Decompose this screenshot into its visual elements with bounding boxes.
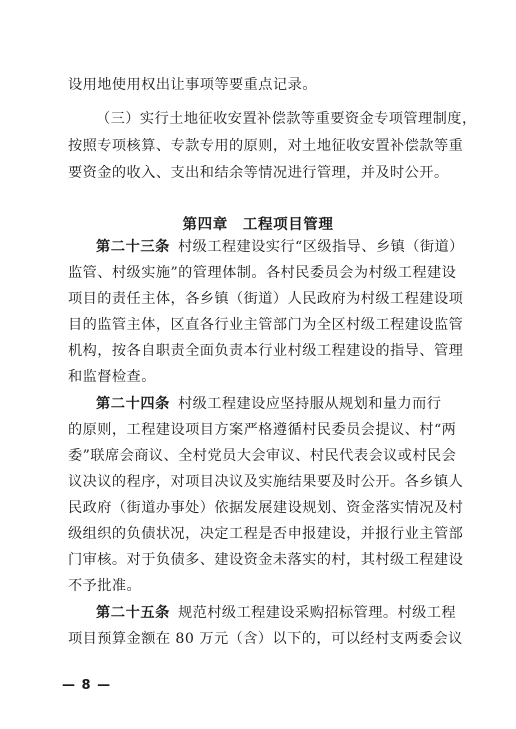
text-line: 设用地使用权出让事项等要重点记录。: [68, 77, 317, 93]
text-line: 要资金的收入、支出和结余等情况进行管理，并及时公开。: [68, 165, 449, 181]
article-25-first-line: [96, 604, 457, 622]
text-line: 委”联席会商议、全村党员大会审议、村民代表会议或村民会: [68, 448, 457, 464]
article-25-label: 第二十五条: [96, 605, 170, 621]
article-24-first-line: [96, 395, 448, 413]
text-line: 级组织的负债状况，决定工程是否申报建设，并报行业主管部: [68, 526, 464, 542]
article-23-label: 第二十三条: [96, 239, 170, 255]
text-line: 项目的责任主体，各乡镇（街道）人民政府为村级工程建设项: [68, 291, 464, 307]
text-line: 和监督检查。: [68, 369, 156, 385]
text-line: 议决议的程序，对项目决议及实施结果要及时公开。各乡镇人: [68, 474, 464, 490]
article-24-text: 村级工程建设应坚持服从规划和量力而行: [177, 396, 442, 412]
article-23-first-line: [96, 238, 464, 256]
text-line: 项目预算金额在 80 万元（含）以下的，可以经村支两委会议: [68, 631, 463, 647]
text-line: 门审核。对于负债多、建设资金未落实的村，其村级工程建设: [68, 552, 464, 568]
page-number: — 8 —: [62, 678, 112, 693]
text-line: 不予批准。: [68, 578, 142, 594]
text-line: 民政府（街道办事处）依据发展建设规划、资金落实情况及村: [68, 500, 464, 516]
article-24-label: 第二十四条: [96, 396, 170, 412]
article-23-text: 村级工程建设实行“区级指导、乡镇（街道）: [177, 239, 464, 255]
chapter-title: 第四章 工程项目管理: [182, 217, 334, 233]
text-line: 按照专项核算、专款专用的原则，对土地征收安置补偿款等重: [68, 138, 464, 154]
text-line: 目的监管主体，区直各行业主管部门为全区村级工程建设监管: [68, 317, 464, 333]
text-line: 监管、村级实施”的管理体制。各村民委员会为村级工程建设: [68, 265, 457, 281]
text-line: （三）实行土地征收安置补偿款等重要资金专项管理制度，: [96, 111, 477, 127]
article-25-text: 规范村级工程建设采购招标管理。村级工程: [177, 605, 457, 621]
text-line: 机构，按各自职责全面负责本行业村级工程建设的指导、管理: [68, 343, 464, 359]
text-line: 的原则，工程建设项目方案严格遵循村民委员会提议、村“两: [68, 422, 457, 438]
